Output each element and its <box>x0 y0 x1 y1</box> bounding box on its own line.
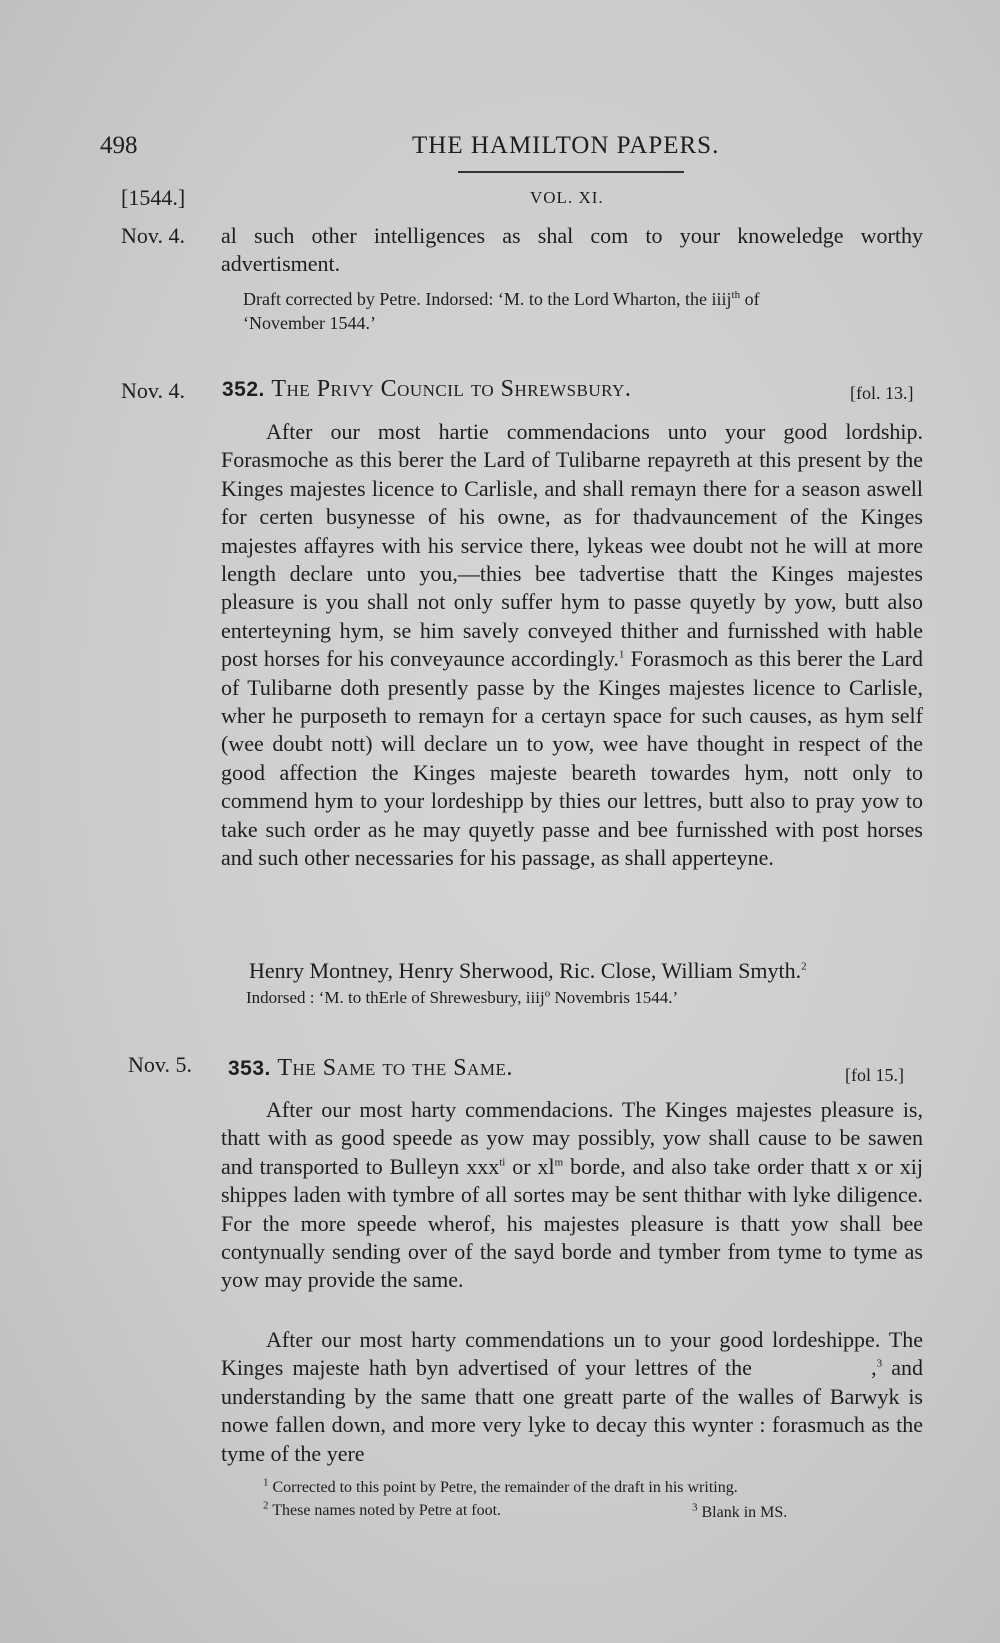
footnote-1 <box>263 1476 738 1497</box>
letter-352-heading <box>222 376 631 403</box>
entry-date: Nov. 4. <box>121 223 185 248</box>
letter-352-number: 352. <box>222 378 265 401</box>
footnote-3 <box>692 1501 788 1522</box>
footnote-ref-1: 1 <box>618 648 625 661</box>
para1-c: borde, and also take order thatt x or xij shippes laden with tymbre of all sortes may be sent thithar with lyke diligence. For the more speede wherof, his majestes pleasure is thatt yow shall bee contynually sending over of the sayd borde and tymber from tyme to tyme as yow may provide the same. <box>221 1153 923 1293</box>
letter-352-body <box>221 418 923 873</box>
para1-sup1: ti <box>499 1156 506 1169</box>
letter-352-body-part1: After our most hartie commendacions unto your good lordship. Forasmoche as this berer the Lard of Tulibarne repayreth at this present by the Kinges majestes licence to Carlisle, and shall remayn there for a season aswell for certen busynesse of his owne, as for thadvauncement of the Kinges majestes affayres with his service there, lykeas wee doubt not he will at more length declare unto you,—thies bee tadvertise thatt the Kinges majestes pleasure is you shall not only suffer hym to passe quyetly by yow, butt also enterteyning hym, se him savely conveyed thither and furnisshed with hable post horses for his conveyaunce accordingly. <box>221 419 923 672</box>
letter-353-heading <box>228 1055 513 1082</box>
footnote-3-mark: 3 <box>692 1501 698 1514</box>
footnote-2-text: These names noted by Petre at foot. <box>272 1502 502 1519</box>
draft-note-line1-end: of <box>740 289 760 309</box>
header-rule <box>458 171 684 173</box>
letter-353-para1 <box>221 1096 923 1295</box>
footnote-1-text: Corrected to this point by Petre, the remainder of the draft in his writing. <box>272 1479 738 1496</box>
para1-sup2: m <box>554 1156 564 1169</box>
endorsement-b: Novembris 1544.’ <box>550 988 679 1007</box>
footnote-ref-3: 3 <box>876 1358 883 1371</box>
footnote-ref-2: 2 <box>801 960 807 973</box>
year-marker: [1544.] <box>121 185 186 210</box>
footnote-2-mark: 2 <box>263 1499 269 1512</box>
para1-b: or xl <box>505 1153 555 1179</box>
volume-marker: VOL. XI. <box>530 188 604 207</box>
footnote-2 <box>263 1499 502 1520</box>
draft-note-line2: ‘November 1544.’ <box>243 313 376 333</box>
para2-blank: , <box>761 1355 877 1381</box>
letter-352-folio: [fol. 13.] <box>850 383 914 403</box>
draft-note-line1: Draft corrected by Petre. Indorsed: ‘M. to the Lord Wharton, the iiij <box>243 289 732 309</box>
letter-352-body-part2: Forasmoch as this berer the Lard of Tulibarne doth presently passe by the Kinges majestes licence to Carlisle, wher he purposeth to remayn for a certayn space for such causes, as hym self (wee doubt nott) will declare un to yow, wee have thought in respect of the good affection the Kinges majeste beareth towardes hym, nott only to commend hym to your lordeshipp by thies our lettres, butt also to pray yow to take such order as he may quyetly passe and bee furnisshed with post horses and such other necessaries for his passage, as shall apperteyne. <box>221 646 924 871</box>
signatures-text: Henry Montney, Henry Sherwood, Ric. Close, William Smyth. <box>249 958 802 983</box>
letter-352-signatures <box>249 958 807 984</box>
letter-353-number: 353. <box>228 1057 271 1080</box>
para2-b: and understanding by the same thatt one greatt parte of the walles of Barwyk is nowe fallen down, and more very lyke to decay this wynter : forasmuch as the tyme of the yere <box>221 1355 923 1466</box>
draft-note <box>243 287 945 335</box>
running-title: THE HAMILTON PAPERS. <box>412 132 720 159</box>
letter-353-title: The Same to the Same. <box>277 1055 513 1081</box>
endorsement-a: Indorsed : ‘M. to thErle of Shrewesbury, iiij <box>246 988 545 1007</box>
letter-352-date: Nov. 4. <box>121 378 185 403</box>
endorsement-sup: o <box>544 987 551 1000</box>
footnote-1-mark: 1 <box>263 1476 269 1489</box>
para2-a: After our most harty commendations un to your good lordeshippe. The Kinges majeste hath byn advertised of your lettres of the <box>221 1327 923 1381</box>
letter-353-para2 <box>221 1326 923 1468</box>
page-number: 498 <box>100 132 138 159</box>
letter-352-endorsement <box>246 988 678 1008</box>
letter-352-title: The Privy Council to Shrewsbury. <box>271 376 632 402</box>
draft-note-sup: th <box>731 289 741 301</box>
continuation-text: al such other intelligences as shal com to your knoweledge worthy advertisment. <box>221 223 923 277</box>
footnote-3-text: Blank in MS. <box>701 1504 788 1521</box>
para1-a: After our most harty commendacions. The Kinges majestes pleasure is, thatt with as good speede as yow may possibly, yow shall cause to be sawen and transported to Bulleyn xxx <box>221 1097 923 1179</box>
letter-353-folio: [fol 15.] <box>845 1065 904 1085</box>
letter-353-date: Nov. 5. <box>128 1052 192 1077</box>
